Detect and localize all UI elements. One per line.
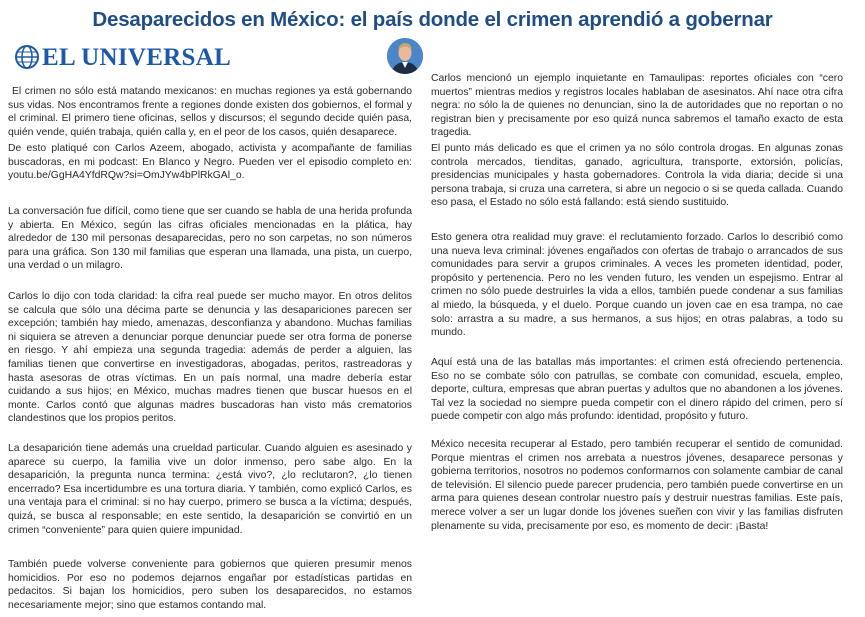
author-portrait-icon <box>387 38 423 74</box>
newspaper-masthead <box>14 42 231 72</box>
paragraph: El crimen no sólo está matando mexicanos: en muchas regiones ya está gobernando sus vidas. Nos encontramos frente a regiones donde existen dos gobiernos, el formal y el criminal. El primero tiene oficinas, sellos y discursos; el segundo decide quién pasa, quién vende, quién trabaja, quién calla y, en el peor de los casos, quién desaparece. <box>8 86 412 138</box>
paragraph: Carlos mencionó un ejemplo inquietante en Tamaulipas: reportes oficiales con “cero muertos” mientras medios y registros locales hablaban de asesinatos. Ahí nace otra cifra negra: no sólo la de quienes no denuncian, sino la de autoridades que no reportan o no registran bien y precisamente por eso quizá nunca sabremos el tamaño exacto de esta tragedia. <box>431 73 843 139</box>
paragraph: El punto más delicado es que el crimen ya no sólo controla drogas. En algunas zonas controla mercados, tienditas, ganado, agricultura, transporte, extorsión, policías, presidencias municipales y hasta gobernadores. Controla la vida diaria; decide si una persona trabaja, si cruza una carretera, si abre un negocio o si se queda callada. Cuando eso pasa, el Estado no sólo está fallando: está siendo sustituido. <box>431 143 843 209</box>
paragraph: Carlos lo dijo con toda claridad: la cifra real puede ser mucho mayor. En otros delitos se calcula que sólo una décima parte se denuncia y las desapariciones parecen ser excepción; también hay miedo, amenazas, desconfianza y abandono. Muchas familias ni siquiera se atreven a denunciar porque denunciar puede ser otra forma de ponerse en riesgo. Y ahí empieza una segunda tragedia: además de perder a alguien, las familias tienen que convertirse en investigadoras, abogadas, peritos, rastreadoras y hasta asesoras de otras víctimas. En un país normal, una madre debería estar cuidando a sus hijos; en México, muchas madres tienen que buscar huesos en el monte. Carlos contó que algunas madres buscadoras han visto más crematorios clandestinos que los propios peritos. <box>8 291 412 425</box>
paragraph: De esto platiqué con Carlos Azeem, abogado, activista y acompañante de familias buscadoras, en mi podcast: En Blanco y Negro. Pueden ver el episodio completo en: youtu.be/GgHA4YfdRQw?si=OmJYw4bPlRkGAl_o. <box>8 143 412 182</box>
article-headline: Desaparecidos en México: el país donde el crimen aprendió a gobernar <box>92 8 773 31</box>
paragraph: Esto genera otra realidad muy grave: el reclutamiento forzado. Carlos lo describió como una nueva leva criminal: jóvenes engañados con ofertas de trabajo o arrancados de sus comunidades para servir a grupos criminales. A veces les prometen identidad, poder, propósito y pertenencia. Pero no les venden futuro, les venden un espejismo. Entrar al crimen no sólo puede destruirles la vida a ellos, también puede condenar a sus familias al miedo, la búsqueda, y el duelo. Porque cuando un joven cae en esa trampa, no cae solo: arrastra a su madre, a sus hermanos, a sus hijos; en otras palabras, a todo su mundo. <box>431 232 843 339</box>
globe-logo-icon <box>14 44 40 70</box>
masthead-name: EL UNIVERSAL <box>42 43 232 71</box>
author-avatar <box>387 38 423 74</box>
paragraph: También puede volverse conveniente para gobiernos que quieren presumir menos homicidios. Por eso no podemos dejarnos engañar por estadísticas partidas en pedacitos. Si bajan los homicidios, pero suben los desaparecidos, no estamos necesariamente mejor; sino que estamos contando mal. <box>8 559 412 611</box>
paragraph: Aquí está una de las batallas más importantes: el crimen está ofreciendo pertenencia. Eso no se combate sólo con patrullas, se combate con comunidad, escuela, empleo, deporte, cultura, empresas que abran puertas y adultos que no abandonen a los jóvenes. Tal vez la sociedad no siempre pueda competir con el dinero rápido del crimen, pero sí puede competir con algo más profundo: identidad, propósito y futuro. <box>431 357 843 423</box>
paragraph: La desaparición tiene además una crueldad particular. Cuando alguien es asesinado y aparece su cuerpo, la familia vive un dolor inmenso, pero sabe algo. En la desaparición, la pregunta nunca termina: ¿está vivo?, ¿lo reclutaron?, ¿lo tienen encerrado? Esa incertidumbre es una tortura diaria. Y también, como explicó Carlos, es una ventaja para el criminal: si no hay cuerpo, primero se busca a la víctima; después, quizá, se busca al responsable; en este sentido, la desaparición se convirtió en un crimen “conveniente” para quien quiere impunidad. <box>8 443 412 536</box>
paragraph: México necesita recuperar al Estado, pero también recuperar el sentido de comunidad. Porque mientras el crimen nos arrebata a nuestros jóvenes, desaparece personas y gobierna territorios, nosotros no podemos conformarnos con solamente cambiar de canal de televisión. El silencio puede parecer prudencia, pero también puede convertirse en un arma para quienes desean controlar nuestro país y destruir nuestras familias. Este país, merece volver a ser un lugar donde los jóvenes sueñen con vivir y las familias disfruten plenamente su vida, precisamente por eso, es momento de decir: ¡Basta! <box>431 439 843 532</box>
paragraph: La conversación fue difícil, como tiene que ser cuando se habla de una herida profunda y abierta. En México, según las cifras oficiales mencionadas en la plática, hay alrededor de 130 mil personas desaparecidas, pero no son carpetas, no son números para una gráfica. Son 130 mil familias que esperan una llamada, una pista, un cuerpo, una verdad o un milagro. <box>8 206 412 272</box>
